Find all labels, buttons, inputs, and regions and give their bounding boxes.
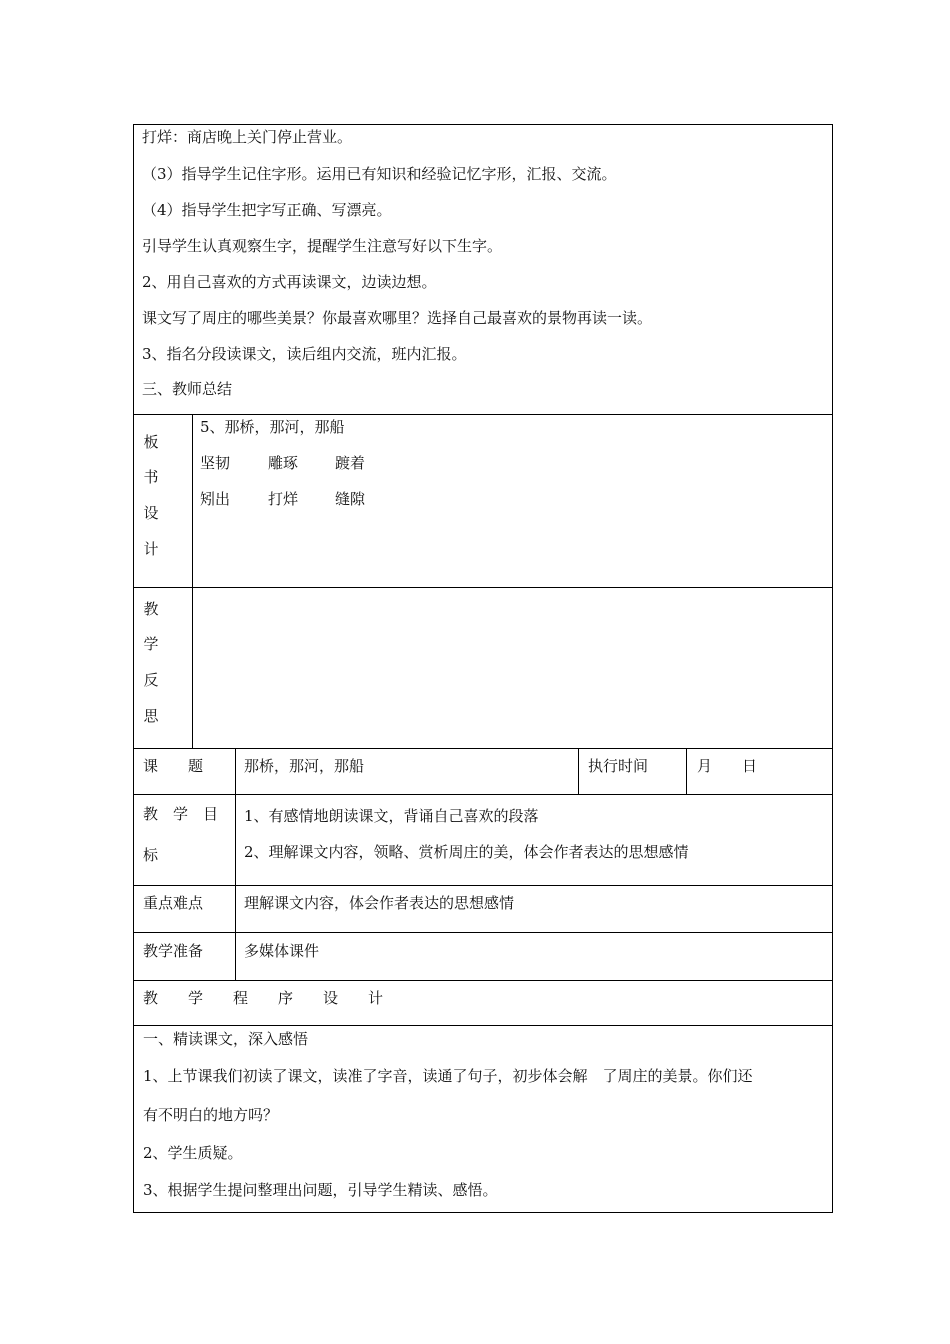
execution-time-label: 执行时间 bbox=[588, 757, 649, 775]
execution-time-value: 月 日 bbox=[697, 757, 758, 775]
top-line-2: （3）指导学生记住字形。运用已有知识和经验记忆字形，汇报、交流。 bbox=[142, 165, 617, 183]
board-word: 矧出 bbox=[200, 490, 231, 508]
column-divider bbox=[578, 748, 579, 794]
procedure-line: 3、根据学生提问整理出问题，引导学生精读、感悟。 bbox=[143, 1181, 498, 1199]
board-title: 5、那桥，那河，那船 bbox=[200, 418, 345, 436]
procedure-line: 2、学生质疑。 bbox=[143, 1144, 243, 1162]
reflection-label-char: 反 bbox=[143, 671, 159, 689]
board-label-char: 书 bbox=[143, 468, 159, 486]
reflection-label-char: 教 bbox=[143, 600, 159, 618]
board-word: 缝隙 bbox=[335, 490, 366, 508]
row-divider bbox=[133, 794, 833, 795]
board-word: 雕琢 bbox=[268, 454, 299, 472]
top-line-7: 3、指名分段读课文，读后组内交流，班内汇报。 bbox=[142, 345, 467, 363]
goal-item: 2、理解课文内容，领略、赏析周庄的美，体会作者表达的思想感情 bbox=[244, 843, 689, 861]
goal-item: 1、有感情地朗读课文，背诵自己喜欢的段落 bbox=[244, 807, 539, 825]
board-label-char: 计 bbox=[143, 540, 159, 558]
reflection-label-char: 思 bbox=[143, 707, 159, 725]
board-word: 坚韧 bbox=[200, 454, 231, 472]
row-divider bbox=[133, 1025, 833, 1026]
top-line-5: 2、用自己喜欢的方式再读课文，边读边想。 bbox=[142, 273, 437, 291]
top-line-8: 三、教师总结 bbox=[142, 380, 233, 398]
column-divider bbox=[192, 414, 193, 748]
topic-value: 那桥，那河，那船 bbox=[244, 757, 365, 775]
reflection-label-char: 学 bbox=[143, 635, 159, 653]
row-divider bbox=[133, 748, 833, 749]
board-word: 踱着 bbox=[335, 454, 366, 472]
table-top-border bbox=[133, 124, 833, 125]
key-points-value: 理解课文内容，体会作者表达的思想感情 bbox=[244, 894, 515, 912]
row-divider bbox=[133, 587, 833, 588]
preparation-label: 教学准备 bbox=[143, 942, 204, 960]
column-divider bbox=[686, 748, 687, 794]
top-line-3: （4）指导学生把字写正确、写漂亮。 bbox=[142, 201, 392, 219]
procedure-line: 一、精读课文，深入感悟 bbox=[143, 1030, 309, 1048]
procedure-heading: 教 学 程 序 设 计 bbox=[143, 989, 384, 1007]
top-line-1: 打烊：商店晚上关门停止营业。 bbox=[142, 128, 353, 146]
row-divider bbox=[133, 414, 833, 415]
row-divider bbox=[133, 885, 833, 886]
board-word: 打烊 bbox=[268, 490, 299, 508]
key-points-label: 重点难点 bbox=[143, 894, 204, 912]
column-divider bbox=[235, 748, 236, 980]
procedure-line: 有不明白的地方吗？ bbox=[143, 1106, 279, 1124]
goals-label-continued: 标 bbox=[143, 846, 159, 864]
board-label-char: 板 bbox=[143, 433, 159, 451]
top-line-6: 课文写了周庄的哪些美景？你最喜欢哪里？选择自己最喜欢的景物再读一读。 bbox=[142, 309, 653, 327]
row-divider bbox=[133, 980, 833, 981]
procedure-line: 1、上节课我们初读了课文，读准了字音，读通了句子，初步体会解 了周庄的美景。你们还 bbox=[143, 1067, 753, 1085]
topic-label: 课 题 bbox=[143, 757, 204, 775]
top-line-4: 引导学生认真观察生字，提醒学生注意写好以下生字。 bbox=[142, 237, 503, 255]
row-divider bbox=[133, 932, 833, 933]
preparation-value: 多媒体课件 bbox=[244, 942, 320, 960]
table-bottom-border bbox=[133, 1212, 833, 1213]
board-label-char: 设 bbox=[143, 504, 159, 522]
goals-label: 教 学 目 bbox=[143, 805, 219, 823]
